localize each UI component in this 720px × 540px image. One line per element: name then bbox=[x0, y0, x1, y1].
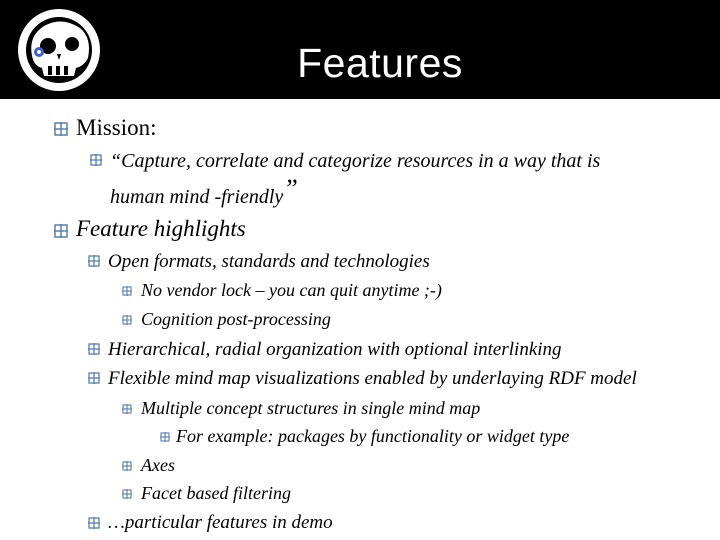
bullet-feature-highlights: Feature highlights bbox=[76, 216, 246, 241]
bullet-quote-line1: “Capture, correlate and categorize resources in a way that is bbox=[110, 150, 601, 172]
bullet-for-example: For example: packages by functionality or widget type bbox=[176, 426, 570, 446]
crosshair-bullet-icon bbox=[160, 432, 170, 442]
quote-close-mark: ” bbox=[283, 174, 298, 203]
header-bar bbox=[0, 0, 720, 99]
bullet-cognition: Cognition post-processing bbox=[141, 309, 331, 329]
bullet-flexible: Flexible mind map visualizations enabled by underlaying RDF model bbox=[108, 368, 637, 389]
bullet-mission: Mission: bbox=[76, 115, 157, 140]
crosshair-bullet-icon bbox=[122, 315, 132, 325]
quote-text: human mind -friendly bbox=[110, 186, 284, 208]
bullet-quote-line2 bbox=[110, 174, 298, 210]
crosshair-bullet-icon bbox=[88, 255, 100, 267]
crosshair-bullet-icon bbox=[88, 517, 100, 529]
crosshair-bullet-icon bbox=[88, 372, 100, 384]
bullet-multiple-concept: Multiple concept structures in single mind map bbox=[141, 398, 481, 418]
crosshair-bullet-icon bbox=[54, 224, 68, 238]
crosshair-bullet-icon bbox=[54, 122, 68, 136]
crosshair-bullet-icon bbox=[122, 404, 132, 414]
bullet-no-vendor-lock: No vendor lock – you can quit anytime ;-) bbox=[141, 280, 442, 300]
bullet-hierarchical: Hierarchical, radial organization with optional interlinking bbox=[108, 339, 562, 360]
page-title: Features bbox=[297, 40, 463, 86]
crosshair-bullet-icon bbox=[88, 343, 100, 355]
crosshair-bullet-icon bbox=[122, 489, 132, 499]
crosshair-bullet-icon bbox=[122, 286, 132, 296]
bullet-axes: Axes bbox=[141, 455, 175, 475]
bullet-particular: …particular features in demo bbox=[108, 512, 333, 533]
bullet-facet: Facet based filtering bbox=[141, 483, 291, 503]
bullet-open-formats: Open formats, standards and technologies bbox=[108, 251, 430, 272]
crosshair-bullet-icon bbox=[122, 461, 132, 471]
crosshair-bullet-icon bbox=[90, 154, 102, 166]
